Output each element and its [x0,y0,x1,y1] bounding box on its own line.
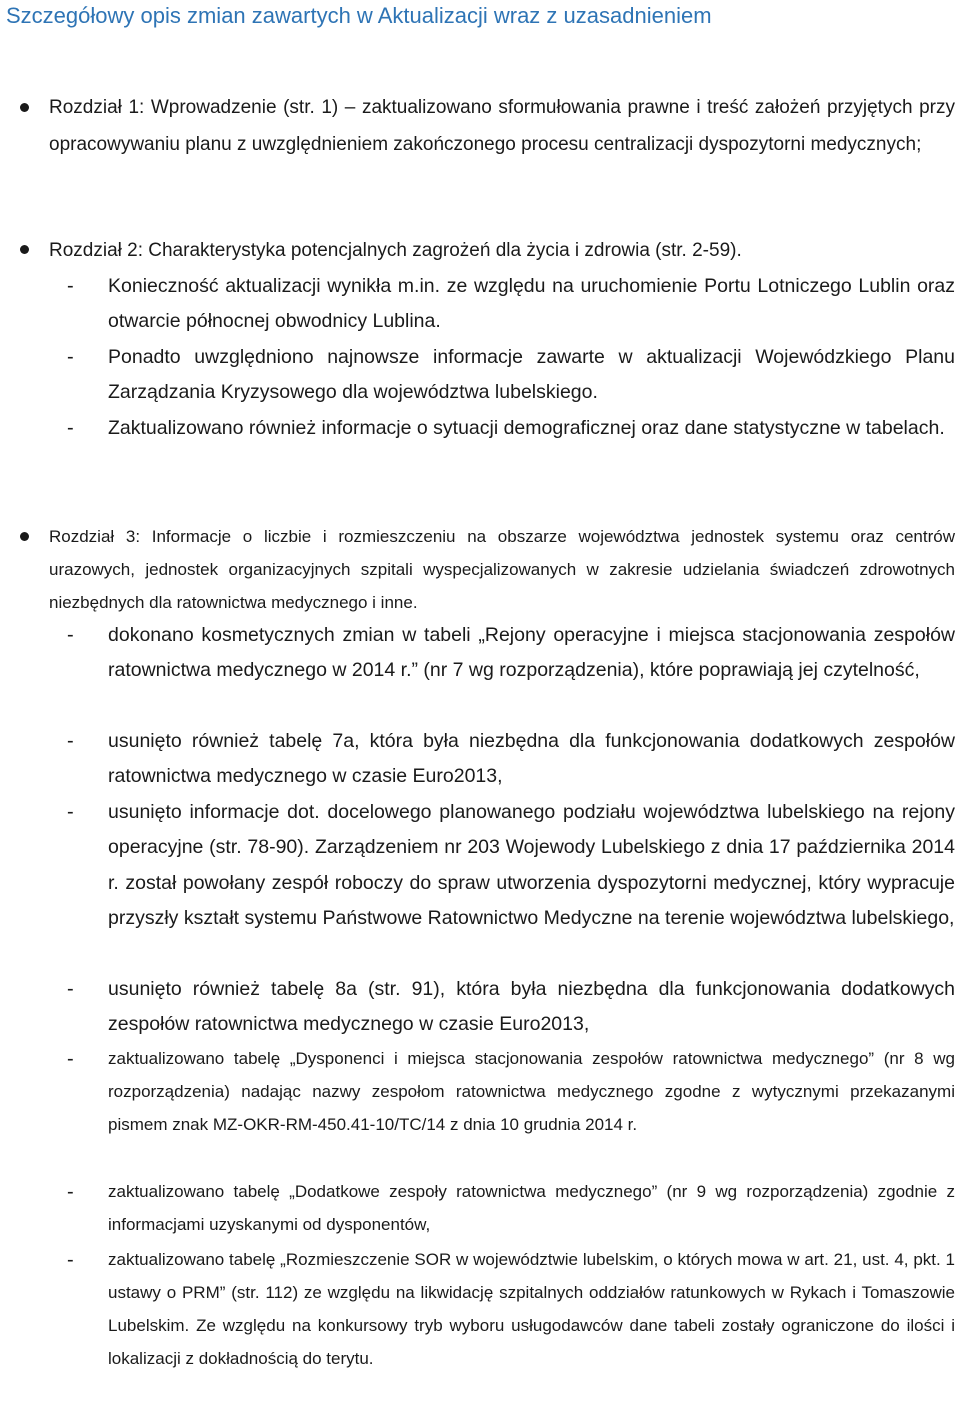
list-item: Zaktualizowano również informacje o sytuacji demograficznej oraz dane statystyczne w tabelach. [108,417,945,439]
dash-marker: - [67,624,74,646]
list-item: Ponadto uwzględniono najnowsze informacje zawarte w aktualizacji Wojewódzkiego Planu Zarządzania Kryzysowego dla województwa lubelskiego. [108,346,955,403]
dash-marker: - [67,730,74,752]
section-rozdzial-3: Rozdział 3: Informacje o liczbie i rozmieszczeniu na obszarze województwa jednostek systemu oraz centrów urazowych, jednostek organizacyjnych szpitali wyspecjalizowanych w zakresie udzielania świadczeń zdrowotnych niezbędnych dla ratownictwa medycznego i inne. [49,527,955,612]
section-rozdzial-2: Rozdział 2: Charakterystyka potencjalnych zagrożeń dla życia i zdrowia (str. 2-59). [49,240,742,261]
dash-marker: - [67,417,74,439]
bullet-icon [20,245,29,254]
dash-marker: - [67,1181,74,1203]
list-item: usunięto również tabelę 8a (str. 91), która była niezbędna dla funkcjonowania dodatkowych zespołów ratownictwa medycznego w czasie Euro2013, [108,978,955,1036]
list-item: zaktualizowano tabelę „Rozmieszczenie SOR w województwie lubelskim, o których mowa w art. 21, ust. 4, pkt. 1 ustawy o PRM” (str. 112) ze względu na likwidację szpitalnych oddziałów ratunkowych w Rykach i Tomaszowie Lubelskim. Ze względu na konkursowy tryb wyboru usługodawców dane tabeli zostały ograniczone do ilości i lokalizacji z dokładnością do terytu. [108,1250,955,1368]
list-item: zaktualizowano tabelę „Dysponenci i miejsca stacjonowania zespołów ratownictwa medycznego” (nr 8 wg rozporządzenia) nadając nazwy zespołom ratownictwa medycznego zgodne z wytycznymi przekazanymi pismem znak MZ-OKR-RM-450.41-10/TC/14 z dnia 10 grudnia 2014 r. [108,1049,955,1134]
list-item: usunięto informacje dot. docelowego planowanego podziału województwa lubelskiego na rejony operacyjne (str. 78-90). Zarządzeniem nr 203 Wojewody Lubelskiego z dnia 17 października 2014 r. został powołany zespół roboczy do spraw utworzenia dyspozytorni medycznej, który wypracuje przyszły kształt systemu Państwowe Ratownictwo Medyczne na terenie województwa lubelskiego, [108,801,955,930]
dash-marker: - [67,978,74,1000]
bullet-icon [20,103,29,112]
section-rozdzial-1: Rozdział 1: Wprowadzenie (str. 1) – zaktualizowano sformułowania prawne i treść założeń przyjętych przy opracowywaniu planu z uwzględnieniem zakończonego procesu centralizacji dyspozytorni medycznych; [49,97,955,155]
dash-marker: - [67,1249,74,1271]
list-item: Konieczność aktualizacji wynikła m.in. ze względu na uruchomienie Portu Lotniczego Lublin oraz otwarcie północnej obwodnicy Lublina. [108,275,955,332]
list-item: zaktualizowano tabelę „Dodatkowe zespoły ratownictwa medycznego” (nr 9 wg rozporządzenia) zgodnie z informacjami uzyskanymi od dysponentów, [108,1182,955,1234]
dash-marker: - [67,801,74,823]
dash-marker: - [67,346,74,368]
document-title: Szczegółowy opis zmian zawartych w Aktualizacji wraz z uzasadnieniem [6,3,712,28]
list-item: usunięto również tabelę 7a, która była niezbędna dla funkcjonowania dodatkowych zespołów ratownictwa medycznego w czasie Euro2013, [108,730,955,788]
dash-marker: - [67,1048,74,1070]
bullet-icon [20,532,29,541]
list-item: dokonano kosmetycznych zmian w tabeli „Rejony operacyjne i miejsca stacjonowania zespołów ratownictwa medycznego w 2014 r.” (nr 7 wg rozporządzenia), które poprawiają jej czytelność, [108,624,955,682]
dash-marker: - [67,275,74,297]
